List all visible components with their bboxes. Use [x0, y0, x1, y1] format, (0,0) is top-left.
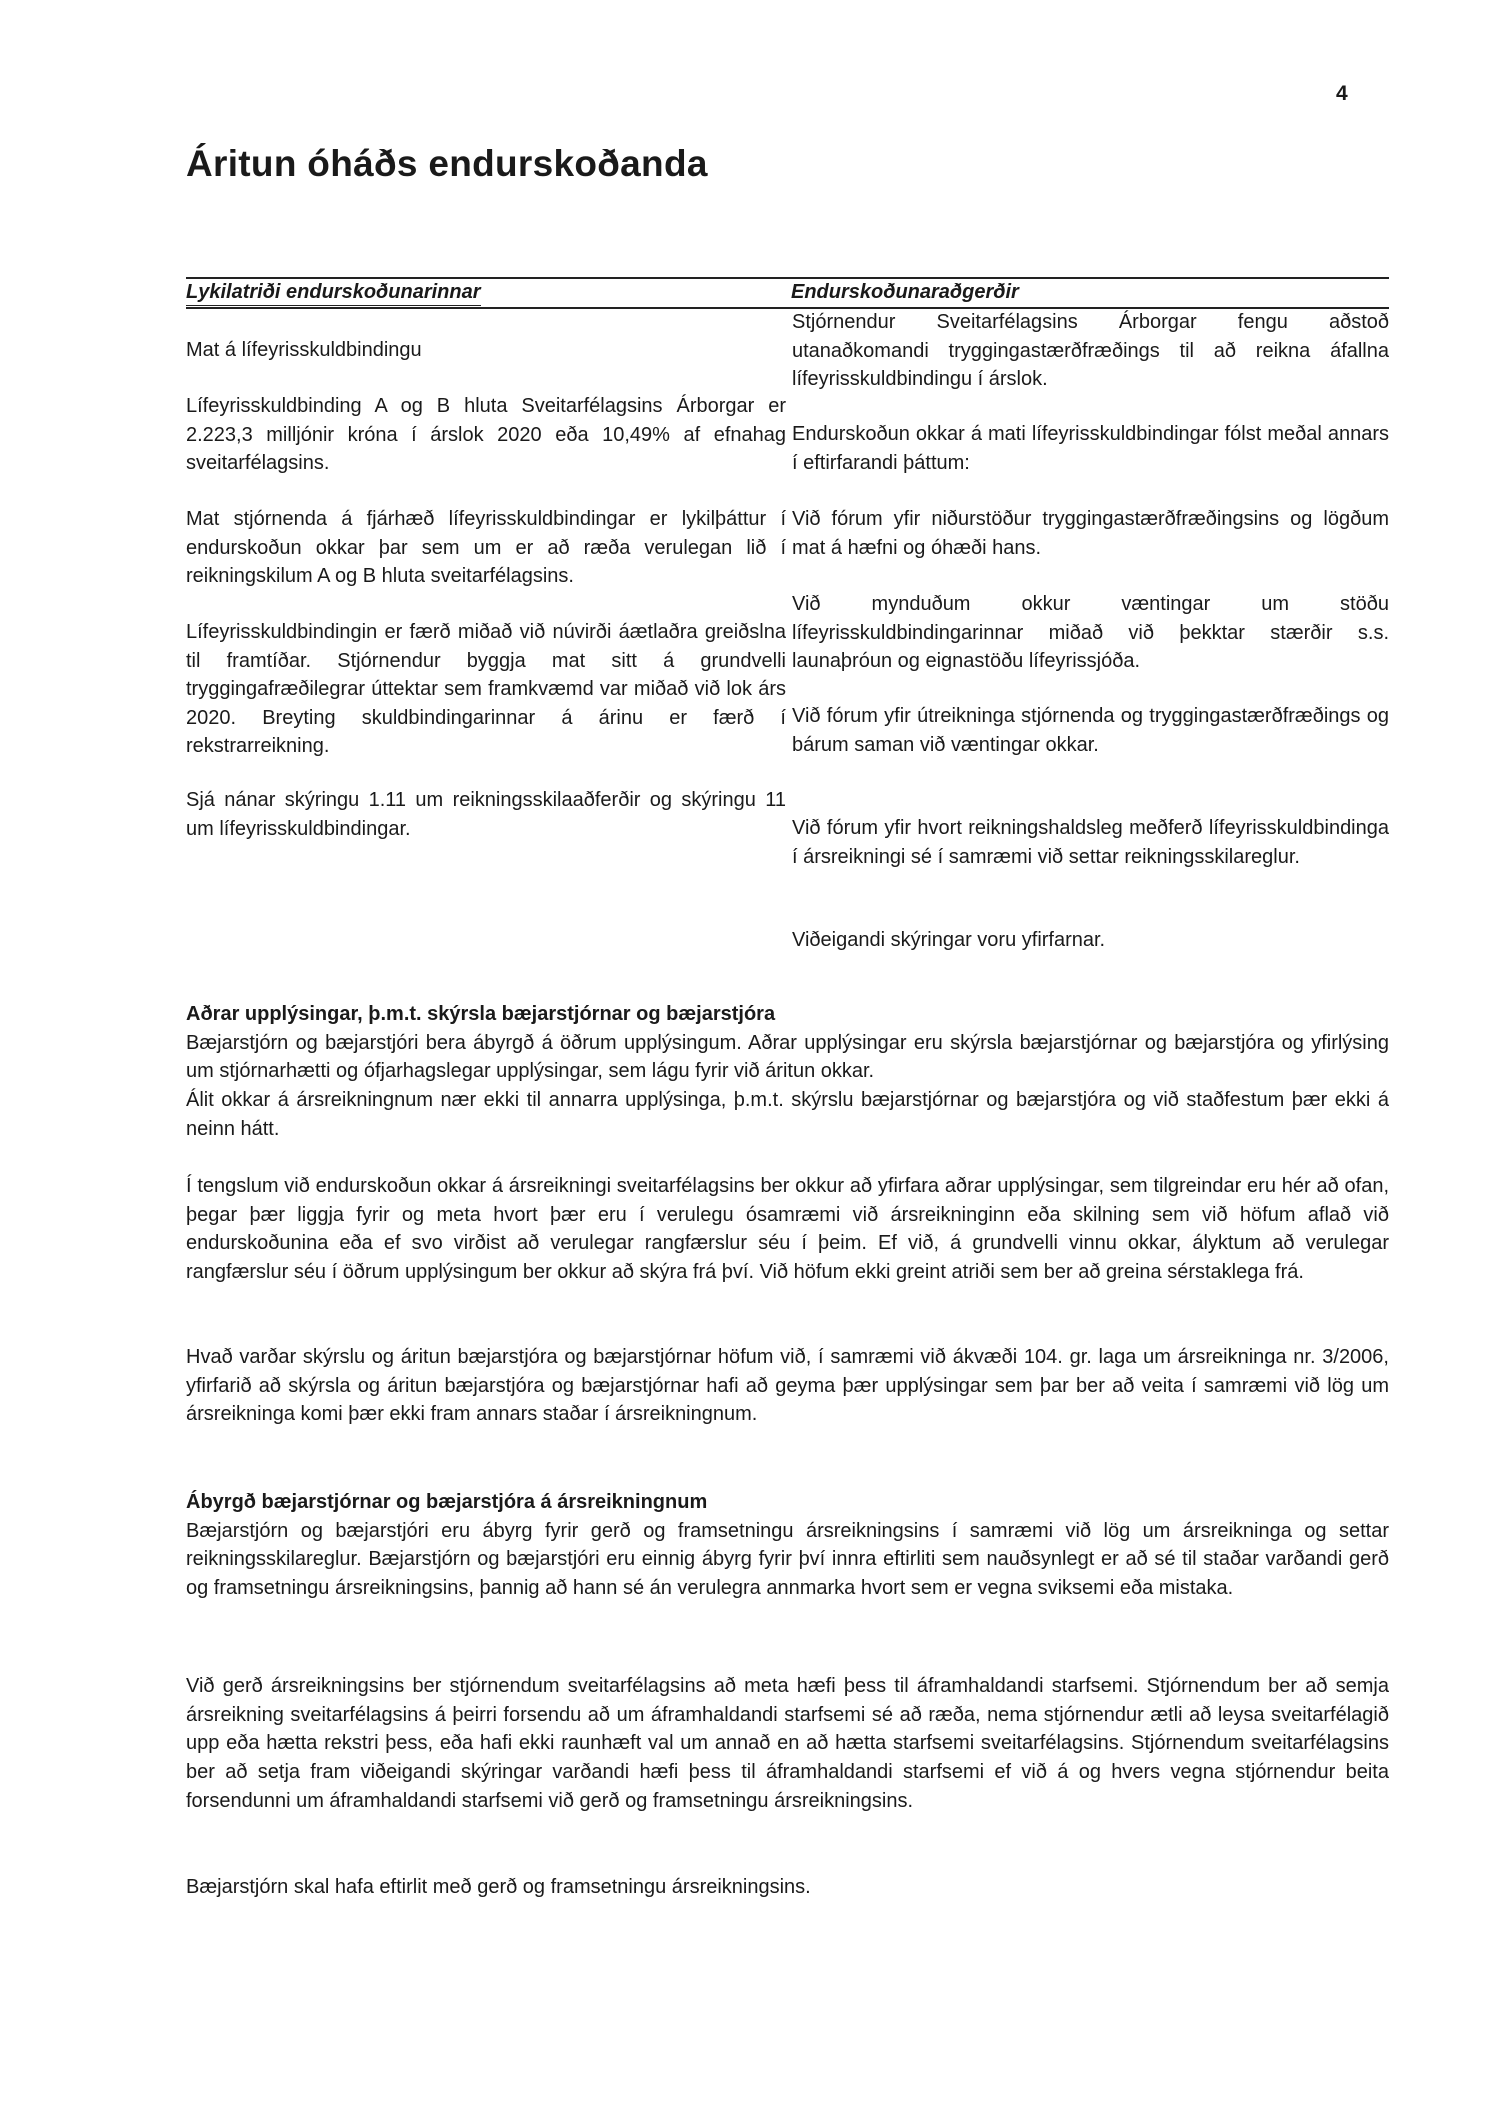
audit-procedures-column-header: Endurskoðunaraðgerðir — [791, 281, 1019, 303]
kam-left-item — [186, 618, 786, 761]
kam-right-paragraph: Við fórum yfir útreikninga stjórnenda og tryggingastærðfræðings og bárum saman við væntingar okkar. — [792, 705, 1389, 756]
other-information-paragraph: Álit okkar á ársreikningnum nær ekki til annarra upplýsinga, þ.m.t. skýrslu bæjarstjórnar og bæjarstjóra og við staðfestum þær ekki á neinn hátt. — [186, 1089, 1389, 1140]
page-number: 4 — [1336, 82, 1348, 105]
kam-right-paragraph: Stjórnendur Sveitarfélagsins Árborgar fengu aðstoð utanaðkomandi tryggingastærðfræðings til að reikna áfallna lífeyrisskuldbindingu í árslok. — [792, 311, 1389, 390]
kam-left-paragraph: Lífeyrisskuldbinding A og B hluta Sveitarfélagsins Árborgar er 2.223,3 milljónir króna í árslok 2020 eða 10,49% af efnahag sveitarfélagsins. — [186, 395, 786, 474]
responsibility-heading: Ábyrgð bæjarstjórnar og bæjarstjóra á ársreikningnum — [186, 1491, 708, 1513]
kam-right-paragraph: Við mynduðum okkur væntingar um stöðu lífeyrisskuldbindingarinnar miðað við þekktar stærðir s.s. launaþróun og eignastöðu lífeyrissjóða. — [792, 593, 1389, 672]
other-information-heading: Aðrar upplýsingar, þ.m.t. skýrsla bæjarstjórnar og bæjarstjóra — [186, 1003, 776, 1025]
responsibility-paragraph: Bæjarstjórn skal hafa eftirlit með gerð og framsetningu ársreikningsins. — [186, 1876, 811, 1898]
other-information-paragraph: Bæjarstjórn og bæjarstjóri bera ábyrgð á öðrum upplýsingum. Aðrar upplýsingar eru skýrsla bæjarstjórnar og bæjarstjóra og yfirlýsing um stjórnarhætti og ófjarhagslegar upplýsingar, sem lágu fyrir við áritun okkar. — [186, 1031, 1389, 1083]
kam-right-paragraph: Endurskoðun okkar á mati lífeyrisskuldbindingar fólst meðal annars í eftirfarandi þáttum: — [792, 423, 1389, 474]
responsibility-section — [186, 1873, 1389, 1902]
kam-right-item — [792, 420, 1389, 477]
kam-right-item — [792, 814, 1389, 871]
kam-left-item — [186, 505, 786, 591]
responsibility-paragraph: Bæjarstjórn og bæjarstjóri eru ábyrg fyrir gerð og framsetningu ársreikningsins í samræmi við lög um ársreikninga og settar reikningsskilareglur. Bæjarstjórn og bæjarstjóri eru einnig ábyrg fyrir því innra eftirliti sem nauðsynlegt er að sé til staðar varðandi gerð og framsetningu ársreikningsins, þannig að hann sé án verulegra annmarka hvort sem er vegna sviksemi eða mistaka. — [186, 1519, 1389, 1600]
kam-right-item — [792, 926, 1389, 955]
kam-right-paragraph: Viðeigandi skýringar voru yfirfarnar. — [792, 929, 1106, 951]
responsibility-paragraph: Við gerð ársreikningsins ber stjórnendum sveitarfélagsins að meta hæfi þess til áframhaldandi starfsemi. Stjórnendum ber að semja ársreikning sveitarfélagsins á þeirri forsendu að um áframhaldandi starfsemi sé að ræða, nema stjórnendur ætli að leysa sveitarfélagið upp eða hætta rekstri þess, eða hafi ekki raunhæft val um annað en að hætta starfsemi sveitarfélagsins. Stjórnendum sveitarfélagsins ber að setja fram viðeigandi skýringar varðandi hæfi þess til áframhaldandi starfsemi ef við á og hvers vegna stjórnendur beita forsendunni um áframhaldandi starfsemi við gerð og framsetningu ársreikningsins. — [186, 1675, 1389, 1812]
other-information-paragraph: Í tengslum við endurskoðun okkar á ársreikningi sveitarfélagsins ber okkur að yfirfara aðrar upplýsingar, sem tilgreindar eru hér að ofan, þegar þær liggja fyrir og meta hvort þær eru í verulegu ósamræmi við ársreikninginn eða skilning sem við höfum aflað við endurskoðunina eða ef svo virðist að verulegar rangfærslur séu í þeim. Ef við, á grundvelli vinnu okkar, ályktum að verulegar rangfærslur séu í öðrum upplýsingum ber okkur að skýra frá því. Við höfum ekki greint atriði sem ber að greina sérstaklega frá. — [186, 1175, 1389, 1284]
responsibility-section — [186, 1488, 1389, 1603]
other-information-section — [186, 1000, 1389, 1144]
kam-left-item — [186, 336, 786, 365]
key-audit-matter-column-header: Lykilatriði endurskoðunarinnar — [186, 281, 481, 303]
kam-left-item — [186, 786, 786, 843]
kam-left-paragraph: Lífeyrisskuldbindingin er færð miðað við núvirði áætlaðra greiðslna til framtíðar. Stjórnendur byggja mat sitt á grundvelli tryggingafræðilegrar úttektar sem framkvæmd var miðað við lok árs 2020. Breyting skuldbindingarinnar á árinu er færð í rekstrarreikning. — [186, 621, 786, 757]
kam-right-item — [792, 505, 1389, 562]
kam-left-paragraph: Mat stjórnenda á fjárhæð lífeyrisskuldbindingar er lykilþáttur í endurskoðun okkar þar sem um er að ræða verulegan lið í reikningskilum A og B hluta sveitarfélagsins. — [186, 508, 786, 587]
kam-right-item — [792, 308, 1389, 394]
responsibility-section — [186, 1672, 1389, 1816]
kam-left-item — [186, 392, 786, 478]
other-information-section — [186, 1172, 1389, 1287]
kam-right-item — [792, 590, 1389, 676]
key-audit-matters-header — [186, 277, 1389, 309]
other-information-paragraph: Hvað varðar skýrslu og áritun bæjarstjóra og bæjarstjórnar höfum við, í samræmi við ákvæði 104. gr. laga um ársreikninga nr. 3/2006, yfirfarið að skýrsla og áritun bæjarstjóra og bæjarstjórnar hafi að geyma þær upplýsingar sem þar ber að veita í samræmi við lög um ársreikninga komi þær ekki fram annars staðar í ársreikningnum. — [186, 1346, 1389, 1426]
kam-left-paragraph: Sjá nánar skýringu 1.11 um reikningsskilaaðferðir og skýringu 11 um lífeyrisskuldbindingar. — [186, 789, 786, 840]
kam-right-item — [792, 702, 1389, 759]
kam-right-paragraph: Við fórum yfir niðurstöður tryggingastærðfræðingsins og lögðum mat á hæfni og óhæði hans. — [792, 508, 1389, 559]
kam-left-paragraph: Mat á lífeyrisskuldbindingu — [186, 339, 422, 361]
other-information-section — [186, 1343, 1389, 1429]
page-title: Áritun óháðs endurskoðanda — [186, 143, 708, 184]
kam-right-paragraph: Við fórum yfir hvort reikningshaldsleg meðferð lífeyrisskuldbindinga í ársreikningi sé í samræmi við settar reikningsskilareglur. — [792, 817, 1389, 868]
